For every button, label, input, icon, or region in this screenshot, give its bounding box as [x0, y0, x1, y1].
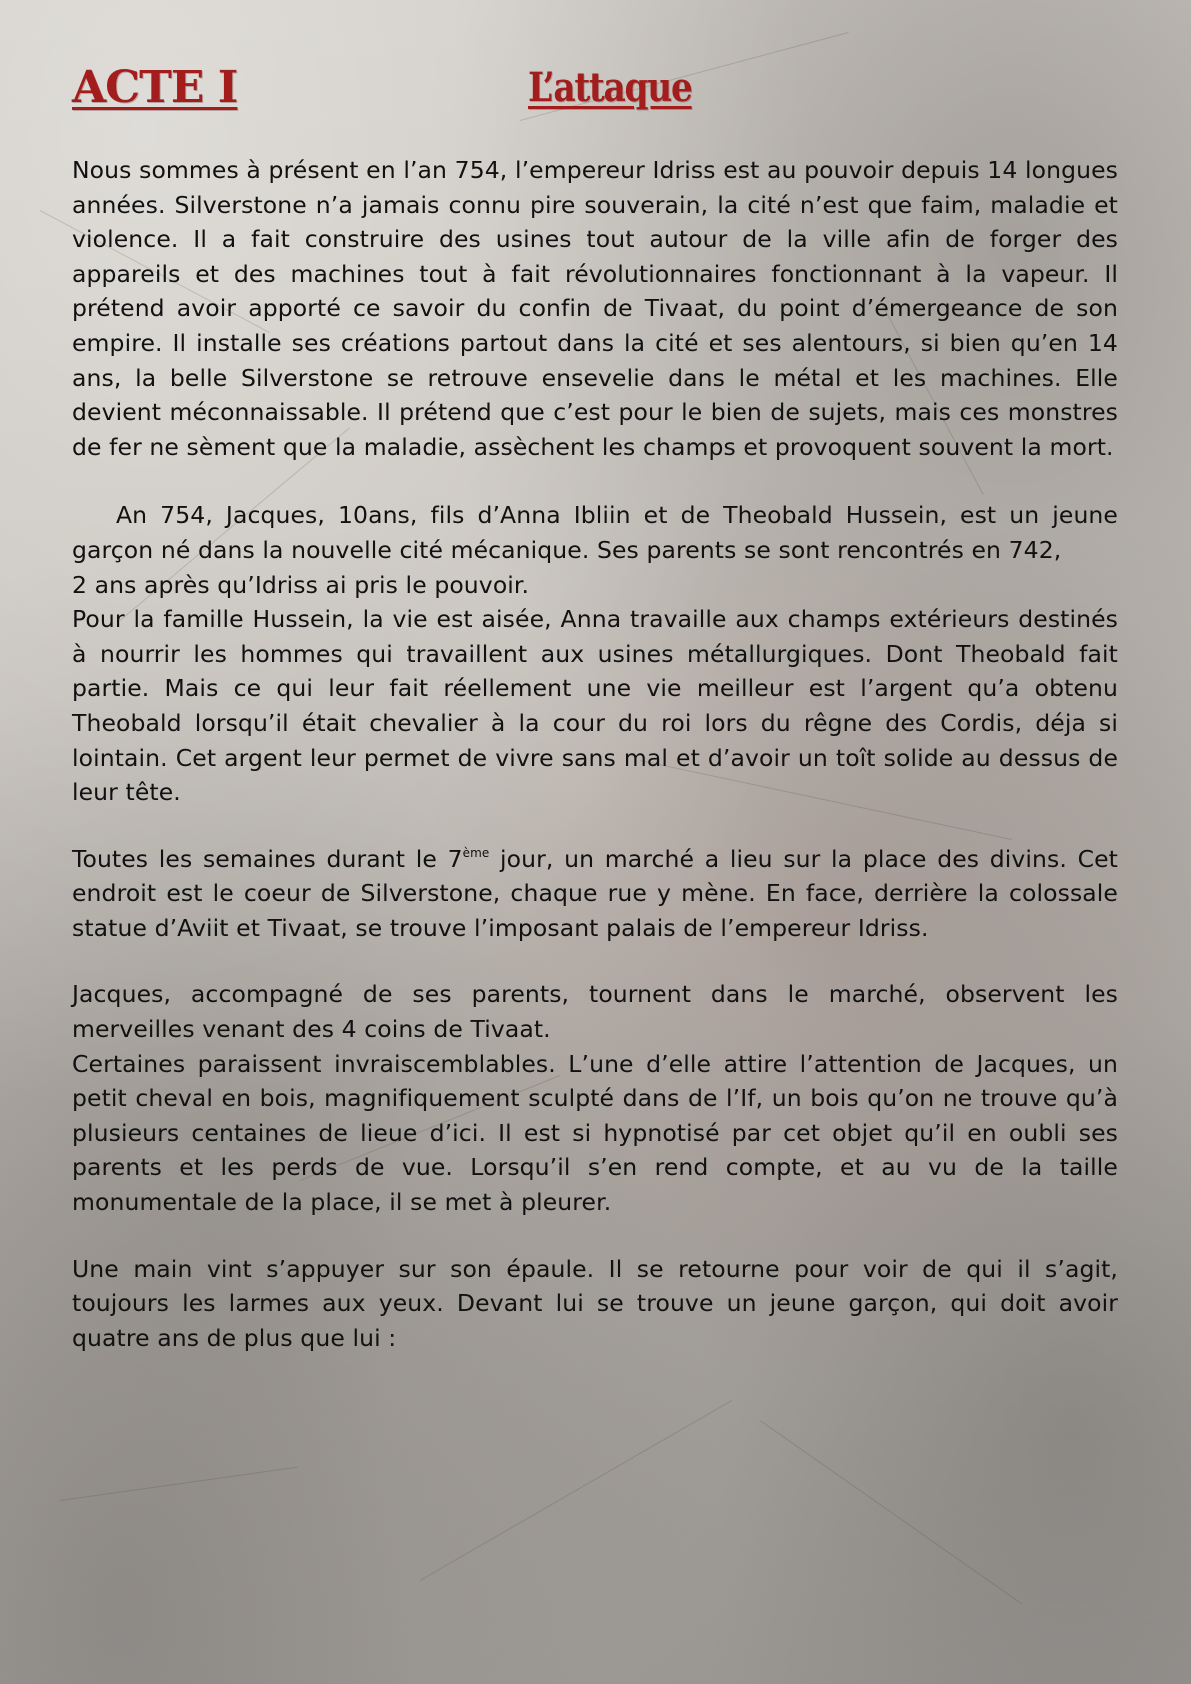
paragraph-jacques-continued: 2 ans après qu’Idriss ai pris le pouvoir.: [72, 570, 530, 599]
paragraph-intro: Nous sommes à présent en l’an 754, l’empereur Idriss est au pouvoir depuis 14 longues années. Silverstone n’a jamais connu pire souverain, la cité n’est que faim, maladie et violence. Il a fait construire des usines tout autour de la ville afin de forger des appareils et des machines tout à fait révolutionnaires fonctionnant à la vapeur. Il prétend avoir apporté ce savoir du confin de Tivaat, du point d’émergeance de son empire. Il installe ses créations partout dans la cité et ses alentours, si bien qu’en 14 ans, la belle Silverstone se retrouve ensevelie dans le métal et les machines. Elle devient méconnaissable. Il prétend que c’est pour le bien de sujets, mais ces monstres de fer ne sèment que la maladie, assèchent les champs et provoquent souvent la mort.: [72, 156, 1118, 461]
paragraph-encounter: Une main vint s’appuyer sur son épaule. Il se retourne pour voir de qui il s’agit, toujours les larmes aux yeux. Devant lui se trouve un jeune garçon, qui doit avoir quatre ans de plus que lui :: [72, 1254, 1118, 1352]
paragraph-jacques: An 754, Jacques, 10ans, fils d’Anna Ibliin et de Theobald Hussein, est un jeune garçon né dans la nouvelle cité mécanique. Ses parents se sont rencontrés en 742,: [72, 501, 1118, 564]
paragraph-horse: Certaines paraissent invraiscemblables. L’une d’elle attire l’attention de Jacques, un petit cheval en bois, magnifiquement sculpté dans de l’If, un bois qu’on ne trouve qu’à plusieurs centaines de lieue d’ici. Il est si hypnotisé par cet objet qu’il en oubli ses parents et les perds de vue. Lorsqu’il s’en rend compte, et au vu de la taille monumentale de la place, il se met à pleurer.: [72, 1049, 1118, 1217]
paragraph-family: Pour la famille Hussein, la vie est aisée, Anna travaille aux champs extérieurs destinés à nourrir les hommes qui travaillent aux usines métallurgiques. Dont Theobald fait partie. Mais ce qui leur fait réellement une vie meilleur est l’argent qu’a obtenu Theobald lorsqu’il était chevalier à la cour du roi lors du rêgne des Cordis, déja si lointain. Cet argent leur permet de vivre sans mal et d’avoir un toît solide au dessus de leur tête.: [72, 605, 1118, 807]
page-header: [72, 62, 1118, 126]
paragraph-gap: [72, 810, 1118, 842]
ordinal-superscript: ème: [462, 845, 490, 860]
paragraph-walk: Jacques, accompagné de ses parents, tournent dans le marché, observent les merveilles venant des 4 coins de Tivaat.: [72, 980, 1118, 1044]
story-body: [72, 153, 1118, 1355]
paragraph-market: [72, 842, 1118, 946]
paragraph-gap: [72, 1220, 1118, 1252]
market-text-end: jour, un marché a lieu sur la place des divins. Cet endroit est le coeur de Silverstone, chaque rue y mène. En face, derrière la colossale statue d’Aviit et Tivaat, se trouve l’imposant palais de l’empereur Idriss.: [72, 844, 1118, 942]
paragraph-gap: [72, 464, 1118, 498]
act-title: ACTE I: [72, 62, 238, 113]
market-text-start: Toutes les semaines durant le 7: [72, 844, 463, 873]
chapter-title: L’attaque: [528, 64, 692, 111]
paragraph-gap: [72, 945, 1118, 977]
